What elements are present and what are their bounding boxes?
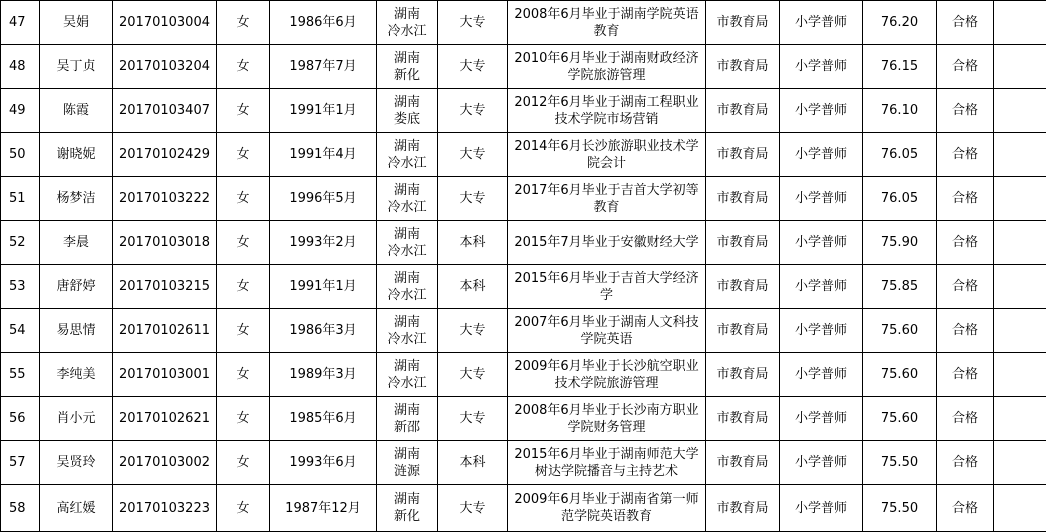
origin-city: 冷水江 bbox=[377, 331, 437, 348]
cell-origin bbox=[377, 397, 438, 441]
cell-origin bbox=[377, 309, 438, 353]
table-row bbox=[1, 265, 1046, 309]
cell-graduation: 2014年6月长沙旅游职业技术学院会计 bbox=[508, 133, 706, 177]
cell-score: 75.85 bbox=[863, 265, 937, 309]
table-row bbox=[1, 485, 1046, 532]
cell-education: 大专 bbox=[438, 89, 508, 133]
cell-name: 李纯美 bbox=[40, 353, 113, 397]
cell-exam-id: 20170102621 bbox=[113, 397, 217, 441]
cell-remark bbox=[994, 441, 1046, 485]
cell-education: 大专 bbox=[438, 45, 508, 89]
cell-exam-id: 20170103222 bbox=[113, 177, 217, 221]
cell-birth-date: 1986年3月 bbox=[270, 309, 377, 353]
cell-number: 55 bbox=[1, 353, 40, 397]
cell-exam-id: 20170103223 bbox=[113, 485, 217, 532]
cell-education: 大专 bbox=[438, 177, 508, 221]
table-row bbox=[1, 45, 1046, 89]
cell-position: 小学普师 bbox=[780, 177, 863, 221]
cell-result: 合格 bbox=[937, 45, 994, 89]
cell-exam-id: 20170103002 bbox=[113, 441, 217, 485]
cell-remark bbox=[994, 1, 1046, 45]
cell-origin bbox=[377, 1, 438, 45]
cell-name: 李晨 bbox=[40, 221, 113, 265]
cell-number: 48 bbox=[1, 45, 40, 89]
cell-education: 大专 bbox=[438, 397, 508, 441]
cell-name: 易思情 bbox=[40, 309, 113, 353]
cell-score: 76.10 bbox=[863, 89, 937, 133]
origin-city: 新化 bbox=[377, 508, 437, 525]
cell-unit: 市教育局 bbox=[706, 45, 780, 89]
origin-city: 冷水江 bbox=[377, 199, 437, 216]
cell-origin bbox=[377, 441, 438, 485]
cell-birth-date: 1996年5月 bbox=[270, 177, 377, 221]
cell-score: 76.15 bbox=[863, 45, 937, 89]
cell-name: 吴贤玲 bbox=[40, 441, 113, 485]
cell-result: 合格 bbox=[937, 397, 994, 441]
origin-city: 新邵 bbox=[377, 419, 437, 436]
cell-exam-id: 20170103215 bbox=[113, 265, 217, 309]
cell-sex: 女 bbox=[217, 353, 270, 397]
origin-province: 湖南 bbox=[377, 50, 437, 67]
cell-remark bbox=[994, 221, 1046, 265]
cell-result: 合格 bbox=[937, 441, 994, 485]
cell-remark bbox=[994, 177, 1046, 221]
cell-birth-date: 1991年4月 bbox=[270, 133, 377, 177]
cell-birth-date: 1987年12月 bbox=[270, 485, 377, 532]
cell-origin bbox=[377, 45, 438, 89]
table-row bbox=[1, 1, 1046, 45]
origin-province: 湖南 bbox=[377, 94, 437, 111]
cell-education: 本科 bbox=[438, 221, 508, 265]
cell-birth-date: 1985年6月 bbox=[270, 397, 377, 441]
cell-position: 小学普师 bbox=[780, 397, 863, 441]
cell-graduation: 2009年6月毕业于长沙航空职业技术学院旅游管理 bbox=[508, 353, 706, 397]
cell-position: 小学普师 bbox=[780, 441, 863, 485]
cell-number: 50 bbox=[1, 133, 40, 177]
cell-number: 52 bbox=[1, 221, 40, 265]
cell-remark bbox=[994, 265, 1046, 309]
cell-number: 54 bbox=[1, 309, 40, 353]
cell-position: 小学普师 bbox=[780, 1, 863, 45]
cell-name: 肖小元 bbox=[40, 397, 113, 441]
cell-position: 小学普师 bbox=[780, 45, 863, 89]
cell-position: 小学普师 bbox=[780, 353, 863, 397]
cell-unit: 市教育局 bbox=[706, 397, 780, 441]
cell-number: 49 bbox=[1, 89, 40, 133]
origin-city: 新化 bbox=[377, 67, 437, 84]
cell-origin bbox=[377, 133, 438, 177]
cell-unit: 市教育局 bbox=[706, 353, 780, 397]
cell-education: 本科 bbox=[438, 441, 508, 485]
cell-result: 合格 bbox=[937, 1, 994, 45]
origin-city: 冷水江 bbox=[377, 23, 437, 40]
cell-exam-id: 20170103204 bbox=[113, 45, 217, 89]
cell-name: 高红媛 bbox=[40, 485, 113, 532]
cell-result: 合格 bbox=[937, 485, 994, 532]
cell-score: 76.05 bbox=[863, 133, 937, 177]
cell-remark bbox=[994, 485, 1046, 532]
table-row bbox=[1, 309, 1046, 353]
cell-position: 小学普师 bbox=[780, 221, 863, 265]
cell-unit: 市教育局 bbox=[706, 221, 780, 265]
cell-number: 47 bbox=[1, 1, 40, 45]
origin-province: 湖南 bbox=[377, 226, 437, 243]
cell-remark bbox=[994, 309, 1046, 353]
cell-birth-date: 1987年7月 bbox=[270, 45, 377, 89]
cell-position: 小学普师 bbox=[780, 265, 863, 309]
cell-origin bbox=[377, 177, 438, 221]
origin-city: 娄底 bbox=[377, 111, 437, 128]
cell-birth-date: 1989年3月 bbox=[270, 353, 377, 397]
cell-origin bbox=[377, 485, 438, 532]
origin-city: 冷水江 bbox=[377, 243, 437, 260]
cell-score: 75.60 bbox=[863, 353, 937, 397]
table-row bbox=[1, 221, 1046, 265]
cell-position: 小学普师 bbox=[780, 485, 863, 532]
cell-birth-date: 1993年2月 bbox=[270, 221, 377, 265]
cell-result: 合格 bbox=[937, 221, 994, 265]
cell-number: 57 bbox=[1, 441, 40, 485]
cell-exam-id: 20170103018 bbox=[113, 221, 217, 265]
cell-unit: 市教育局 bbox=[706, 89, 780, 133]
cell-exam-id: 20170102429 bbox=[113, 133, 217, 177]
origin-city: 冷水江 bbox=[377, 287, 437, 304]
cell-sex: 女 bbox=[217, 441, 270, 485]
cell-unit: 市教育局 bbox=[706, 265, 780, 309]
cell-birth-date: 1986年6月 bbox=[270, 1, 377, 45]
cell-origin bbox=[377, 353, 438, 397]
cell-score: 75.50 bbox=[863, 485, 937, 532]
cell-graduation: 2015年7月毕业于安徽财经大学 bbox=[508, 221, 706, 265]
cell-exam-id: 20170103001 bbox=[113, 353, 217, 397]
cell-result: 合格 bbox=[937, 309, 994, 353]
cell-birth-date: 1993年6月 bbox=[270, 441, 377, 485]
cell-education: 大专 bbox=[438, 485, 508, 532]
cell-score: 76.20 bbox=[863, 1, 937, 45]
cell-sex: 女 bbox=[217, 89, 270, 133]
origin-province: 湖南 bbox=[377, 138, 437, 155]
cell-exam-id: 20170103004 bbox=[113, 1, 217, 45]
cell-name: 唐舒婷 bbox=[40, 265, 113, 309]
cell-name: 杨梦洁 bbox=[40, 177, 113, 221]
origin-city: 涟源 bbox=[377, 463, 437, 480]
cell-result: 合格 bbox=[937, 265, 994, 309]
cell-sex: 女 bbox=[217, 265, 270, 309]
table-row bbox=[1, 397, 1046, 441]
cell-education: 大专 bbox=[438, 309, 508, 353]
cell-origin bbox=[377, 221, 438, 265]
cell-position: 小学普师 bbox=[780, 309, 863, 353]
cell-name: 谢晓妮 bbox=[40, 133, 113, 177]
cell-unit: 市教育局 bbox=[706, 1, 780, 45]
cell-sex: 女 bbox=[217, 133, 270, 177]
cell-graduation: 2008年6月毕业于湖南学院英语教育 bbox=[508, 1, 706, 45]
cell-birth-date: 1991年1月 bbox=[270, 89, 377, 133]
origin-city: 冷水江 bbox=[377, 155, 437, 172]
cell-number: 51 bbox=[1, 177, 40, 221]
cell-remark bbox=[994, 89, 1046, 133]
origin-province: 湖南 bbox=[377, 491, 437, 508]
cell-number: 53 bbox=[1, 265, 40, 309]
cell-unit: 市教育局 bbox=[706, 441, 780, 485]
cell-score: 75.60 bbox=[863, 309, 937, 353]
cell-origin bbox=[377, 89, 438, 133]
cell-score: 75.60 bbox=[863, 397, 937, 441]
cell-graduation: 2010年6月毕业于湖南财政经济学院旅游管理 bbox=[508, 45, 706, 89]
cell-education: 大专 bbox=[438, 1, 508, 45]
cell-education: 大专 bbox=[438, 353, 508, 397]
cell-unit: 市教育局 bbox=[706, 133, 780, 177]
cell-birth-date: 1991年1月 bbox=[270, 265, 377, 309]
cell-unit: 市教育局 bbox=[706, 485, 780, 532]
cell-graduation: 2015年6月毕业于湖南师范大学树达学院播音与主持艺术 bbox=[508, 441, 706, 485]
cell-remark bbox=[994, 45, 1046, 89]
cell-exam-id: 20170103407 bbox=[113, 89, 217, 133]
table-row bbox=[1, 353, 1046, 397]
cell-graduation: 2009年6月毕业于湖南省第一师范学院英语教育 bbox=[508, 485, 706, 532]
cell-graduation: 2007年6月毕业于湖南人文科技学院英语 bbox=[508, 309, 706, 353]
cell-sex: 女 bbox=[217, 177, 270, 221]
cell-unit: 市教育局 bbox=[706, 309, 780, 353]
cell-position: 小学普师 bbox=[780, 89, 863, 133]
origin-city: 冷水江 bbox=[377, 375, 437, 392]
cell-result: 合格 bbox=[937, 133, 994, 177]
cell-unit: 市教育局 bbox=[706, 177, 780, 221]
cell-graduation: 2012年6月毕业于湖南工程职业技术学院市场营销 bbox=[508, 89, 706, 133]
cell-score: 76.05 bbox=[863, 177, 937, 221]
cell-origin bbox=[377, 265, 438, 309]
origin-province: 湖南 bbox=[377, 182, 437, 199]
table-row bbox=[1, 177, 1046, 221]
table-row bbox=[1, 133, 1046, 177]
cell-graduation: 2008年6月毕业于长沙南方职业学院财务管理 bbox=[508, 397, 706, 441]
cell-remark bbox=[994, 133, 1046, 177]
origin-province: 湖南 bbox=[377, 270, 437, 287]
cell-graduation: 2017年6月毕业于吉首大学初等教育 bbox=[508, 177, 706, 221]
table-row bbox=[1, 441, 1046, 485]
cell-education: 大专 bbox=[438, 133, 508, 177]
cell-name: 吴娟 bbox=[40, 1, 113, 45]
cell-result: 合格 bbox=[937, 353, 994, 397]
cell-remark bbox=[994, 397, 1046, 441]
cell-sex: 女 bbox=[217, 309, 270, 353]
cell-number: 58 bbox=[1, 485, 40, 532]
cell-remark bbox=[994, 353, 1046, 397]
cell-education: 本科 bbox=[438, 265, 508, 309]
cell-score: 75.50 bbox=[863, 441, 937, 485]
cell-score: 75.90 bbox=[863, 221, 937, 265]
cell-exam-id: 20170102611 bbox=[113, 309, 217, 353]
origin-province: 湖南 bbox=[377, 402, 437, 419]
cell-graduation: 2015年6月毕业于吉首大学经济学 bbox=[508, 265, 706, 309]
origin-province: 湖南 bbox=[377, 314, 437, 331]
cell-sex: 女 bbox=[217, 485, 270, 532]
cell-result: 合格 bbox=[937, 177, 994, 221]
cell-position: 小学普师 bbox=[780, 133, 863, 177]
cell-name: 陈霞 bbox=[40, 89, 113, 133]
cell-sex: 女 bbox=[217, 1, 270, 45]
cell-number: 56 bbox=[1, 397, 40, 441]
cell-sex: 女 bbox=[217, 397, 270, 441]
cell-result: 合格 bbox=[937, 89, 994, 133]
cell-sex: 女 bbox=[217, 45, 270, 89]
cell-sex: 女 bbox=[217, 221, 270, 265]
origin-province: 湖南 bbox=[377, 6, 437, 23]
origin-province: 湖南 bbox=[377, 446, 437, 463]
origin-province: 湖南 bbox=[377, 358, 437, 375]
cell-name: 吴丁贞 bbox=[40, 45, 113, 89]
table-row bbox=[1, 89, 1046, 133]
